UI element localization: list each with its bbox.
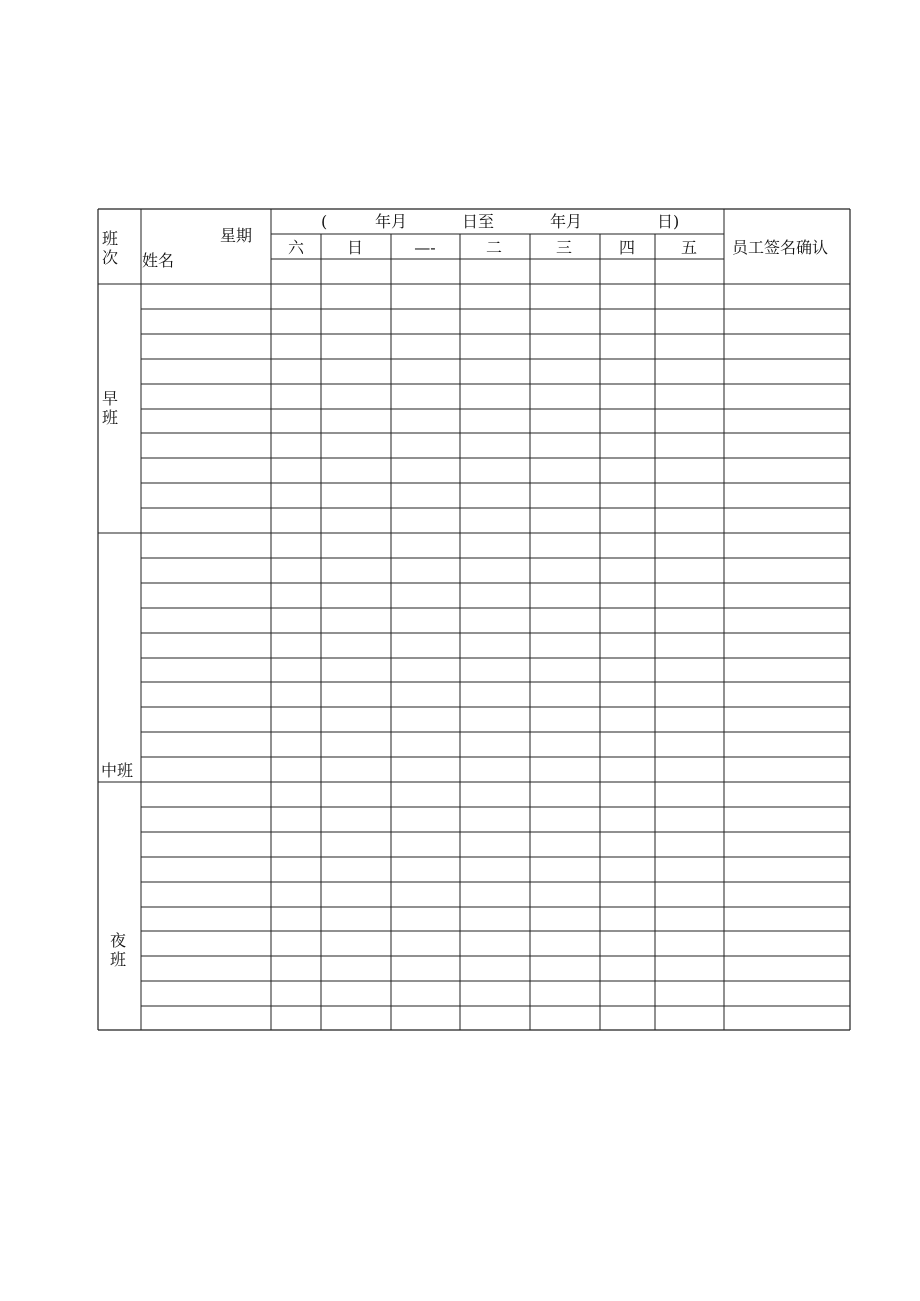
name-cell[interactable]	[142, 659, 271, 682]
schedule-cell[interactable]	[392, 808, 460, 832]
schedule-cell[interactable]	[531, 310, 600, 334]
schedule-cell[interactable]	[392, 733, 460, 757]
name-cell[interactable]	[142, 808, 271, 832]
signature-cell[interactable]	[725, 459, 850, 483]
schedule-cell[interactable]	[531, 285, 600, 309]
schedule-cell[interactable]	[531, 733, 600, 757]
signature-cell[interactable]	[725, 758, 850, 782]
name-label: 姓名	[142, 251, 175, 270]
schedule-cell[interactable]	[461, 609, 530, 633]
schedule-cell[interactable]	[656, 410, 724, 433]
schedule-cell[interactable]	[272, 833, 321, 857]
signature-cell[interactable]	[725, 957, 850, 981]
schedule-cell[interactable]	[531, 858, 600, 882]
signature-cell[interactable]	[725, 534, 850, 558]
schedule-cell[interactable]	[461, 634, 530, 658]
schedule-cell[interactable]	[392, 509, 460, 533]
schedule-cell[interactable]	[601, 609, 655, 633]
schedule-cell[interactable]	[322, 758, 391, 782]
schedule-cell[interactable]	[322, 559, 391, 583]
schedule-cell[interactable]	[461, 1007, 530, 1031]
schedule-cell[interactable]	[322, 982, 391, 1006]
signature-cell[interactable]	[725, 634, 850, 658]
name-cell[interactable]	[142, 434, 271, 458]
schedule-cell[interactable]	[322, 908, 391, 931]
schedule-cell[interactable]	[531, 833, 600, 857]
schedule-cell[interactable]	[392, 957, 460, 981]
schedule-cell[interactable]	[656, 982, 724, 1006]
schedule-cell[interactable]	[461, 982, 530, 1006]
schedule-cell[interactable]	[272, 634, 321, 658]
schedule-cell[interactable]	[601, 285, 655, 309]
schedule-cell[interactable]	[601, 957, 655, 981]
name-cell[interactable]	[142, 733, 271, 757]
schedule-cell[interactable]	[461, 310, 530, 334]
schedule-cell[interactable]	[531, 584, 600, 608]
signature-cell[interactable]	[725, 783, 850, 807]
schedule-cell[interactable]	[392, 758, 460, 782]
schedule-cell[interactable]	[392, 609, 460, 633]
schedule-cell[interactable]	[656, 360, 724, 384]
schedule-cell[interactable]	[272, 609, 321, 633]
schedule-cell[interactable]	[531, 459, 600, 483]
schedule-cell[interactable]	[601, 908, 655, 931]
schedule-cell[interactable]	[601, 385, 655, 409]
schedule-cell[interactable]	[601, 410, 655, 433]
schedule-cell[interactable]	[461, 683, 530, 707]
schedule-cell[interactable]	[461, 410, 530, 433]
schedule-cell[interactable]	[461, 559, 530, 583]
schedule-cell[interactable]	[601, 584, 655, 608]
schedule-cell[interactable]	[601, 659, 655, 682]
schedule-cell[interactable]	[322, 957, 391, 981]
shift-label-middle: 中班	[101, 761, 134, 780]
schedule-cell[interactable]	[272, 758, 321, 782]
schedule-cell[interactable]	[392, 783, 460, 807]
schedule-cell[interactable]	[531, 932, 600, 956]
schedule-cell[interactable]	[531, 908, 600, 931]
name-cell[interactable]	[142, 509, 271, 533]
schedule-cell[interactable]	[601, 634, 655, 658]
schedule-cell[interactable]	[322, 683, 391, 707]
schedule-cell[interactable]	[601, 833, 655, 857]
signature-cell[interactable]	[725, 908, 850, 931]
schedule-cell[interactable]	[272, 1007, 321, 1031]
schedule-cell[interactable]	[392, 659, 460, 682]
schedule-cell[interactable]	[322, 609, 391, 633]
schedule-cell[interactable]	[272, 932, 321, 956]
schedule-cell[interactable]	[272, 335, 321, 359]
schedule-cell[interactable]	[322, 584, 391, 608]
schedule-cell[interactable]	[656, 634, 724, 658]
schedule-cell[interactable]	[322, 883, 391, 907]
signature-cell[interactable]	[725, 883, 850, 907]
schedule-cell[interactable]	[531, 783, 600, 807]
schedule-cell[interactable]	[322, 310, 391, 334]
schedule-cell[interactable]	[392, 908, 460, 931]
signature-cell[interactable]	[725, 833, 850, 857]
signature-cell[interactable]	[725, 609, 850, 633]
signature-cell[interactable]	[725, 683, 850, 707]
schedule-cell[interactable]	[531, 484, 600, 508]
schedule-cell[interactable]	[322, 534, 391, 558]
schedule-cell[interactable]	[461, 659, 530, 682]
schedule-cell[interactable]	[272, 385, 321, 409]
signature-column-header: 员工签名确认	[732, 238, 829, 257]
schedule-cell[interactable]	[601, 733, 655, 757]
schedule-cell[interactable]	[392, 385, 460, 409]
schedule-cell[interactable]	[656, 434, 724, 458]
schedule-cell[interactable]	[392, 858, 460, 882]
signature-cell[interactable]	[725, 1007, 850, 1031]
schedule-cell[interactable]	[461, 534, 530, 558]
schedule-cell[interactable]	[601, 982, 655, 1006]
schedule-cell[interactable]	[322, 434, 391, 458]
schedule-cell[interactable]	[461, 335, 530, 359]
schedule-cell[interactable]	[322, 659, 391, 682]
day-header-monday: —-	[414, 238, 436, 257]
schedule-cell[interactable]	[461, 484, 530, 508]
schedule-cell[interactable]	[272, 708, 321, 732]
schedule-cell[interactable]	[392, 982, 460, 1006]
day-to-label: 日至	[462, 212, 495, 231]
signature-cell[interactable]	[725, 858, 850, 882]
day-header-sunday: 日	[346, 238, 364, 257]
schedule-cell[interactable]	[392, 634, 460, 658]
name-cell[interactable]	[142, 758, 271, 782]
year-month-label-2: 年月	[550, 212, 583, 231]
schedule-cell[interactable]	[272, 659, 321, 682]
schedule-cell[interactable]	[392, 484, 460, 508]
schedule-cell[interactable]	[392, 833, 460, 857]
schedule-cell[interactable]	[272, 410, 321, 433]
schedule-cell[interactable]	[601, 509, 655, 533]
signature-cell[interactable]	[725, 659, 850, 682]
name-cell[interactable]	[142, 683, 271, 707]
signature-cell[interactable]	[725, 335, 850, 359]
schedule-cell[interactable]	[531, 559, 600, 583]
schedule-cell[interactable]	[322, 459, 391, 483]
signature-cell[interactable]	[725, 310, 850, 334]
schedule-cell[interactable]	[461, 584, 530, 608]
name-cell[interactable]	[142, 833, 271, 857]
schedule-cell[interactable]	[656, 310, 724, 334]
schedule-cell[interactable]	[392, 883, 460, 907]
name-cell[interactable]	[142, 783, 271, 807]
schedule-cell[interactable]	[656, 459, 724, 483]
signature-cell[interactable]	[725, 733, 850, 757]
schedule-cell[interactable]	[322, 335, 391, 359]
schedule-cell[interactable]	[322, 783, 391, 807]
schedule-cell[interactable]	[601, 1007, 655, 1031]
schedule-cell[interactable]	[461, 858, 530, 882]
day-close-label: 日)	[657, 212, 680, 231]
day-header-wednesday: 三	[555, 238, 573, 257]
schedule-cell[interactable]	[272, 285, 321, 309]
name-cell[interactable]	[142, 385, 271, 409]
schedule-cell[interactable]	[656, 484, 724, 508]
schedule-cell[interactable]	[656, 584, 724, 608]
schedule-cell[interactable]	[272, 559, 321, 583]
schedule-cell[interactable]	[461, 285, 530, 309]
schedule-cell[interactable]	[531, 683, 600, 707]
name-cell[interactable]	[142, 858, 271, 882]
week-label: 星期	[220, 226, 253, 245]
schedule-cell[interactable]	[322, 385, 391, 409]
name-cell[interactable]	[142, 360, 271, 384]
schedule-cell[interactable]	[461, 708, 530, 732]
schedule-cell[interactable]	[601, 932, 655, 956]
signature-cell[interactable]	[725, 360, 850, 384]
schedule-cell[interactable]	[392, 410, 460, 433]
schedule-cell[interactable]	[461, 509, 530, 533]
schedule-cell[interactable]	[601, 335, 655, 359]
schedule-cell[interactable]	[601, 758, 655, 782]
schedule-cell[interactable]	[531, 609, 600, 633]
schedule-cell[interactable]	[656, 385, 724, 409]
schedule-cell[interactable]	[601, 708, 655, 732]
schedule-cell[interactable]	[656, 908, 724, 931]
schedule-cell[interactable]	[392, 708, 460, 732]
schedule-cell[interactable]	[656, 858, 724, 882]
schedule-cell[interactable]	[322, 410, 391, 433]
schedule-cell[interactable]	[601, 459, 655, 483]
name-cell[interactable]	[142, 285, 271, 309]
schedule-cell[interactable]	[531, 1007, 600, 1031]
name-cell[interactable]	[142, 310, 271, 334]
schedule-cell[interactable]	[531, 957, 600, 981]
signature-cell[interactable]	[725, 808, 850, 832]
schedule-cell[interactable]	[461, 758, 530, 782]
schedule-cell[interactable]	[392, 459, 460, 483]
signature-cell[interactable]	[725, 434, 850, 458]
schedule-cell[interactable]	[392, 534, 460, 558]
schedule-cell[interactable]	[461, 360, 530, 384]
schedule-cell[interactable]	[656, 609, 724, 633]
schedule-cell[interactable]	[656, 957, 724, 981]
signature-cell[interactable]	[725, 982, 850, 1006]
schedule-cell[interactable]	[656, 733, 724, 757]
signature-cell[interactable]	[725, 932, 850, 956]
schedule-cell[interactable]	[392, 932, 460, 956]
shift-column-header: 班次	[101, 229, 118, 267]
schedule-cell[interactable]	[272, 783, 321, 807]
schedule-cell[interactable]	[272, 883, 321, 907]
schedule-cell[interactable]	[272, 982, 321, 1006]
schedule-cell[interactable]	[656, 559, 724, 583]
schedule-cell[interactable]	[392, 335, 460, 359]
schedule-cell[interactable]	[656, 285, 724, 309]
schedule-cell[interactable]	[392, 559, 460, 583]
signature-cell[interactable]	[725, 410, 850, 433]
schedule-cell[interactable]	[392, 683, 460, 707]
schedule-cell[interactable]	[322, 1007, 391, 1031]
schedule-cell[interactable]	[461, 833, 530, 857]
date-open-paren: (	[321, 212, 328, 231]
schedule-cell[interactable]	[461, 883, 530, 907]
schedule-cell[interactable]	[656, 683, 724, 707]
schedule-cell[interactable]	[392, 434, 460, 458]
name-cell[interactable]	[142, 932, 271, 956]
schedule-cell[interactable]	[272, 484, 321, 508]
signature-cell[interactable]	[725, 484, 850, 508]
schedule-cell[interactable]	[461, 957, 530, 981]
schedule-cell[interactable]	[601, 434, 655, 458]
signature-cell[interactable]	[725, 559, 850, 583]
schedule-cell[interactable]	[272, 808, 321, 832]
schedule-cell[interactable]	[272, 584, 321, 608]
name-cell[interactable]	[142, 908, 271, 931]
schedule-cell[interactable]	[656, 1007, 724, 1031]
schedule-cell[interactable]	[392, 360, 460, 384]
schedule-cell[interactable]	[531, 410, 600, 433]
name-cell[interactable]	[142, 559, 271, 583]
name-cell[interactable]	[142, 634, 271, 658]
schedule-cell[interactable]	[656, 659, 724, 682]
day-header-thursday: 四	[618, 238, 636, 257]
name-cell[interactable]	[142, 484, 271, 508]
schedule-cell[interactable]	[656, 932, 724, 956]
schedule-cell[interactable]	[531, 708, 600, 732]
schedule-cell[interactable]	[656, 783, 724, 807]
schedule-cell[interactable]	[322, 932, 391, 956]
schedule-cell[interactable]	[656, 335, 724, 359]
schedule-cell[interactable]	[322, 708, 391, 732]
schedule-cell[interactable]	[656, 509, 724, 533]
schedule-cell[interactable]	[322, 858, 391, 882]
schedule-cell[interactable]	[531, 360, 600, 384]
day-header-saturday: 六	[287, 238, 305, 257]
schedule-cell[interactable]	[272, 459, 321, 483]
schedule-cell[interactable]	[531, 982, 600, 1006]
name-cell[interactable]	[142, 410, 271, 433]
schedule-cell[interactable]	[272, 858, 321, 882]
schedule-cell[interactable]	[601, 783, 655, 807]
name-cell[interactable]	[142, 609, 271, 633]
schedule-cell[interactable]	[322, 733, 391, 757]
schedule-cell[interactable]	[461, 932, 530, 956]
schedule-cell[interactable]	[601, 360, 655, 384]
schedule-cell[interactable]	[272, 908, 321, 931]
schedule-cell[interactable]	[322, 833, 391, 857]
schedule-cell[interactable]	[272, 434, 321, 458]
schedule-cell[interactable]	[461, 908, 530, 931]
schedule-cell[interactable]	[531, 758, 600, 782]
schedule-cell[interactable]	[601, 683, 655, 707]
schedule-cell[interactable]	[601, 559, 655, 583]
schedule-cell[interactable]	[601, 534, 655, 558]
name-cell[interactable]	[142, 982, 271, 1006]
schedule-cell[interactable]	[272, 534, 321, 558]
schedule-cell[interactable]	[272, 310, 321, 334]
schedule-cell[interactable]	[531, 335, 600, 359]
schedule-cell[interactable]	[531, 434, 600, 458]
schedule-cell[interactable]	[601, 808, 655, 832]
name-cell[interactable]	[142, 335, 271, 359]
name-cell[interactable]	[142, 584, 271, 608]
schedule-cell[interactable]	[322, 360, 391, 384]
schedule-cell[interactable]	[322, 509, 391, 533]
schedule-cell[interactable]	[531, 883, 600, 907]
name-cell[interactable]	[142, 883, 271, 907]
schedule-cell[interactable]	[392, 584, 460, 608]
schedule-cell[interactable]	[656, 833, 724, 857]
schedule-cell[interactable]	[272, 360, 321, 384]
schedule-cell[interactable]	[656, 708, 724, 732]
schedule-cell[interactable]	[322, 634, 391, 658]
schedule-cell[interactable]	[656, 758, 724, 782]
day-header-tuesday: 二	[485, 238, 503, 257]
schedule-cell[interactable]	[531, 808, 600, 832]
signature-cell[interactable]	[725, 385, 850, 409]
name-cell[interactable]	[142, 1007, 271, 1031]
schedule-cell[interactable]	[461, 434, 530, 458]
schedule-cell[interactable]	[272, 683, 321, 707]
schedule-cell[interactable]	[322, 285, 391, 309]
shift-label-night: 夜班	[109, 931, 126, 969]
schedule-cell[interactable]	[272, 733, 321, 757]
schedule-cell[interactable]	[461, 459, 530, 483]
schedule-cell[interactable]	[531, 534, 600, 558]
schedule-cell[interactable]	[322, 484, 391, 508]
schedule-cell[interactable]	[601, 310, 655, 334]
schedule-cell[interactable]	[392, 1007, 460, 1031]
schedule-cell[interactable]	[531, 659, 600, 682]
schedule-cell[interactable]	[461, 783, 530, 807]
schedule-cell[interactable]	[531, 509, 600, 533]
schedule-cell[interactable]	[601, 484, 655, 508]
schedule-cell[interactable]	[461, 733, 530, 757]
signature-cell[interactable]	[725, 285, 850, 309]
schedule-cell[interactable]	[272, 509, 321, 533]
day-header-friday: 五	[680, 238, 698, 257]
signature-cell[interactable]	[725, 509, 850, 533]
schedule-cell[interactable]	[531, 385, 600, 409]
schedule-cell[interactable]	[392, 310, 460, 334]
signature-cell[interactable]	[725, 584, 850, 608]
shift-label-early: 早班	[101, 389, 118, 427]
schedule-cell[interactable]	[656, 808, 724, 832]
schedule-cell[interactable]	[601, 858, 655, 882]
schedule-cell[interactable]	[531, 634, 600, 658]
schedule-cell[interactable]	[461, 385, 530, 409]
name-cell[interactable]	[142, 534, 271, 558]
name-cell[interactable]	[142, 708, 271, 732]
schedule-cell[interactable]	[392, 285, 460, 309]
schedule-cell[interactable]	[656, 534, 724, 558]
schedule-cell[interactable]	[656, 883, 724, 907]
signature-cell[interactable]	[725, 708, 850, 732]
schedule-cell[interactable]	[322, 808, 391, 832]
name-cell[interactable]	[142, 957, 271, 981]
schedule-cell[interactable]	[272, 957, 321, 981]
schedule-cell[interactable]	[601, 883, 655, 907]
year-month-label-1: 年月	[375, 212, 408, 231]
name-cell[interactable]	[142, 459, 271, 483]
schedule-cell[interactable]	[461, 808, 530, 832]
